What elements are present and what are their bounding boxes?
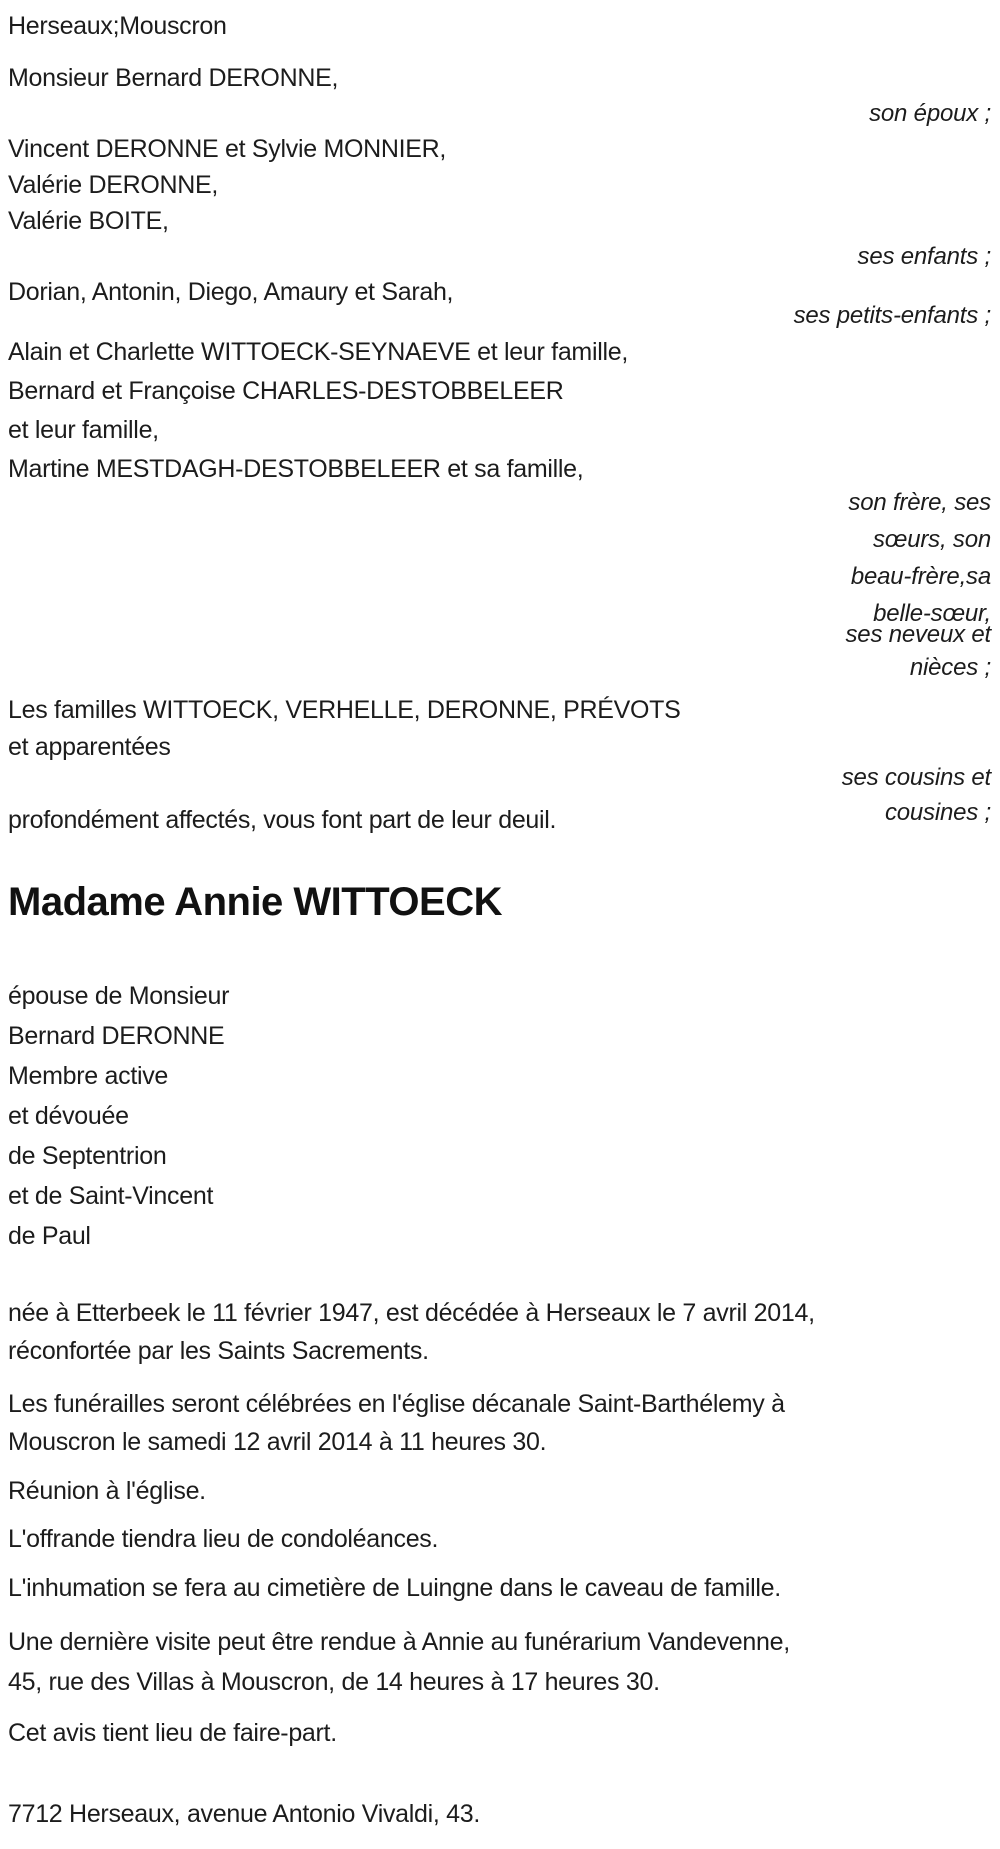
deceased-description-line: de Septentrion — [8, 1142, 167, 1170]
grief-line: profondément affectés, vous font part de leur deuil. — [8, 806, 557, 834]
deceased-description — [8, 976, 991, 1256]
siblings-relation-line: sœurs, son — [872, 526, 991, 553]
child-name: Valérie DERONNE, — [8, 171, 219, 199]
cousins-relation-line: ses cousins et — [841, 764, 991, 791]
address-paragraph — [8, 1795, 991, 1833]
birth-death-line: née à Etterbeek le 11 février 1947, est décédée à Herseaux le 7 avril 2014, — [8, 1299, 815, 1327]
spouse-name: Monsieur Bernard DERONNE, — [8, 64, 339, 92]
deceased-description-line: épouse de Monsieur — [8, 982, 230, 1010]
families-line: et apparentées — [8, 733, 171, 761]
visit-line: 45, rue des Villas à Mouscron, de 14 heures à 17 heures 30. — [8, 1668, 660, 1696]
siblings-names — [8, 333, 991, 489]
children-names — [8, 131, 991, 239]
funeral-line: Les funérailles seront célébrées en l'église décanale Saint-Barthélemy à — [8, 1390, 785, 1418]
city-line: Herseaux;Mouscron — [8, 12, 227, 40]
deceased-name-heading: Madame Annie WITTOECK — [8, 880, 502, 924]
child-name: Valérie BOITE, — [8, 207, 169, 235]
offering-paragraph — [8, 1520, 991, 1558]
sibling-name: et leur famille, — [8, 416, 159, 444]
meeting-paragraph — [8, 1472, 991, 1510]
child-name: Vincent DERONNE et Sylvie MONNIER, — [8, 135, 447, 163]
deceased-description-line: Membre active — [8, 1062, 169, 1090]
cousins-relation-line: cousines ; — [884, 799, 991, 826]
nephews-relation-line: nièces ; — [909, 654, 991, 681]
sibling-name: Martine MESTDAGH-DESTOBBELEER et sa famille, — [8, 455, 584, 483]
meeting-line: Réunion à l'église. — [8, 1477, 206, 1505]
birth-death-paragraph — [8, 1294, 991, 1370]
siblings-relation-line: beau-frère,sa — [850, 563, 991, 590]
offering-line: L'offrande tiendra lieu de condoléances. — [8, 1525, 439, 1553]
burial-line: L'inhumation se fera au cimetière de Luingne dans le caveau de famille. — [8, 1574, 781, 1602]
notice-paragraph — [8, 1714, 991, 1752]
birth-death-line: réconfortée par les Saints Sacrements. — [8, 1337, 429, 1365]
families-names — [8, 692, 991, 766]
families-line: Les familles WITTOECK, VERHELLE, DERONNE, PRÉVOTS — [8, 696, 681, 724]
burial-paragraph — [8, 1569, 991, 1607]
deceased-description-line: de Paul — [8, 1222, 91, 1250]
nephews-relation-label — [8, 618, 991, 684]
siblings-relation-line: son frère, ses — [848, 489, 991, 516]
visit-paragraph — [8, 1622, 991, 1702]
deceased-description-line: Bernard DERONNE — [8, 1022, 225, 1050]
visit-line: Une dernière visite peut être rendue à Annie au funérarium Vandevenne, — [8, 1628, 790, 1656]
grandchildren-names: Dorian, Antonin, Diego, Amaury et Sarah, — [8, 278, 454, 306]
siblings-relation-line: belle-sœur, — [873, 600, 991, 627]
grandchildren-relation-label: ses petits-enfants ; — [793, 302, 991, 329]
sibling-name: Alain et Charlette WITTOECK-SEYNAEVE et leur famille, — [8, 338, 628, 366]
nephews-relation-line: ses neveux et — [845, 621, 991, 648]
deceased-description-line: et de Saint-Vincent — [8, 1182, 214, 1210]
siblings-relation-label — [8, 484, 991, 632]
funeral-paragraph — [8, 1385, 991, 1461]
deceased-description-line: et dévouée — [8, 1102, 129, 1130]
address-line: 7712 Herseaux, avenue Antonio Vivaldi, 43. — [8, 1800, 481, 1828]
spouse-relation-label: son époux ; — [869, 100, 991, 127]
sibling-name: Bernard et Françoise CHARLES-DESTOBBELEER — [8, 377, 564, 405]
children-relation-label: ses enfants ; — [857, 243, 991, 270]
funeral-line: Mouscron le samedi 12 avril 2014 à 11 heures 30. — [8, 1428, 547, 1456]
notice-line: Cet avis tient lieu de faire-part. — [8, 1719, 337, 1747]
